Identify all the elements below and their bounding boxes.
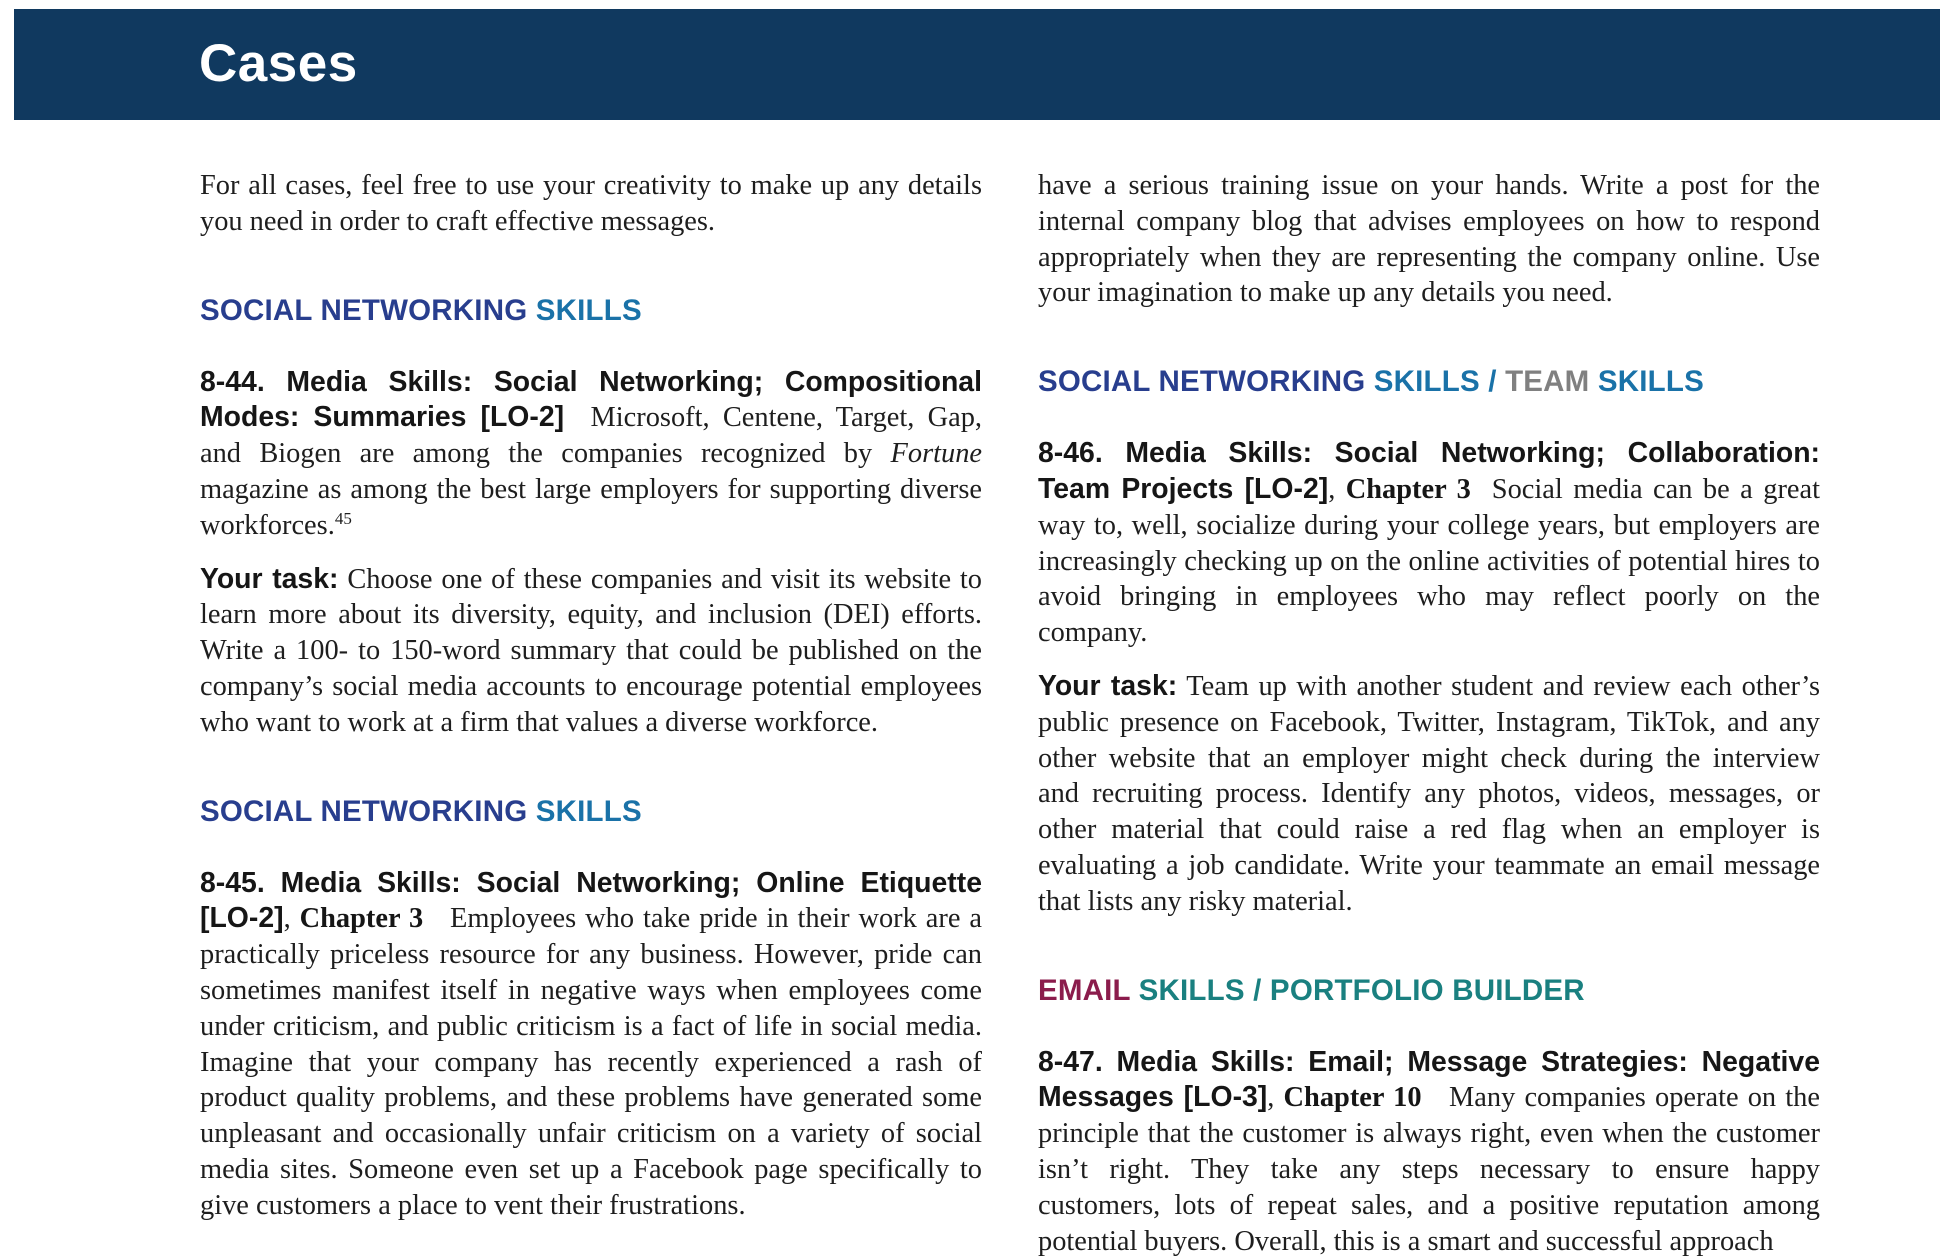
task-text: Choose one of these companies and visit its website to learn more about its diversity, equity, and inclusion (DEI) efforts. Write a 100- to 150-word summary that could be published on the company’s social media accounts to encourage potential employees who want to work at a firm that values a diverse workforce. xyxy=(200,563,982,738)
case-8-47 xyxy=(1038,1045,1820,1259)
chapter-ref: Chapter 3 xyxy=(299,903,424,935)
left-column xyxy=(200,168,982,1224)
case-title: 8-44. Media Skills: Social Networking; Compositional Modes: Summaries [LO-2] xyxy=(200,365,982,434)
chapter-ref: Chapter 3 xyxy=(1345,473,1471,505)
case-body: magazine as among the best large employers for supporting diverse workforces. xyxy=(200,473,982,541)
case-8-44 xyxy=(200,365,982,544)
right-column xyxy=(1038,168,1820,1259)
section-heading-social-team xyxy=(1038,364,1820,400)
heading-part: SKILLS xyxy=(1373,365,1480,399)
header-band xyxy=(14,9,1940,120)
heading-part: SKILLS / PORTFOLIO BUILDER xyxy=(1138,973,1585,1007)
case-body: Social media can be a great way to, well, socialize during your college years, but employers are increasingly checking up on the online activities of potential hires to avoid bringing in employees who may reflect poorly on the company. xyxy=(1038,473,1820,649)
heading-part: SOCIAL NETWORKING xyxy=(200,293,528,327)
heading-part: SOCIAL NETWORKING xyxy=(1038,365,1366,399)
case-title: 8-45. Media Skills: Social Networking; Online Etiquette [LO-2] xyxy=(200,866,982,935)
heading-part: SKILLS xyxy=(535,794,642,828)
heading-part: SKILLS xyxy=(1597,365,1704,399)
task-label: Your task: xyxy=(1038,669,1178,702)
section-heading-social-networking-2 xyxy=(200,794,982,830)
heading-part: SKILLS xyxy=(535,293,642,327)
section-heading-email-portfolio xyxy=(1038,973,1820,1009)
page-title: Cases xyxy=(199,34,358,93)
case-8-45 xyxy=(200,866,982,1224)
case-8-44-task xyxy=(200,562,982,741)
case-8-45-continued: have a serious training issue on your hands. Write a post for the internal company blog that advises employees on how to respond appropriately when they are representing the company online. Use your imagination to make up any details you need. xyxy=(1038,170,1820,309)
case-title: 8-46. Media Skills: Social Networking; Collaboration: Team Projects [LO-2] xyxy=(1038,437,1820,505)
footnote-ref: 45 xyxy=(334,508,352,528)
intro-paragraph: For all cases, feel free to use your creativity to make up any details you need in order to craft effective messages. xyxy=(200,170,982,237)
heading-part: SOCIAL NETWORKING xyxy=(200,794,528,828)
separator: , xyxy=(1267,1082,1275,1114)
task-label: Your task: xyxy=(200,562,339,595)
task-text: Team up with another student and review each other’s public presence on Facebook, Twitter, Instagram, TikTok, and any other website that an employer might check during the interview and recruiting process. Identify any photos, videos, messages, or other material that could raise a red flag when an employer is evaluating a job candidate. Write your teammate an email message that lists any risky material. xyxy=(1038,670,1820,917)
case-title: 8-47. Media Skills: Email; Message Strategies: Negative Messages [LO-3] xyxy=(1038,1045,1820,1114)
case-8-46 xyxy=(1038,436,1820,651)
case-8-46-task xyxy=(1038,669,1820,920)
heading-part: / xyxy=(1488,365,1497,399)
separator: , xyxy=(283,903,291,935)
case-body: Many companies operate on the principle that the customer is always right, even when the customer isn’t right. They take any steps necessary to ensure happy customers, lots of repeat sales, and a positive reputation among potential buyers. Overall, this is a smart and successful approach xyxy=(1038,1082,1820,1257)
section-heading-social-networking-1 xyxy=(200,293,982,329)
case-body-italic: Fortune xyxy=(890,438,982,470)
chapter-ref: Chapter 10 xyxy=(1283,1082,1422,1114)
separator: , xyxy=(1328,473,1336,505)
heading-part: EMAIL xyxy=(1038,973,1131,1007)
case-body: Employees who take pride in their work are a practically priceless resource for any business. However, pride can sometimes manifest itself in negative ways when employees come under criticism, and public criticism is a fact of life in social media. Imagine that your company has recently experienced a rash of product quality problems, and these problems have generated some unpleasant and occasionally unfair criticism on a variety of social media sites. Someone even set up a Facebook page specifically to give customers a place to vent their frustrations. xyxy=(200,903,982,1221)
heading-part: TEAM xyxy=(1505,365,1590,399)
case-body: Microsoft, Centene, Target, Gap, and Biogen are among the companies recognized by xyxy=(200,402,982,470)
